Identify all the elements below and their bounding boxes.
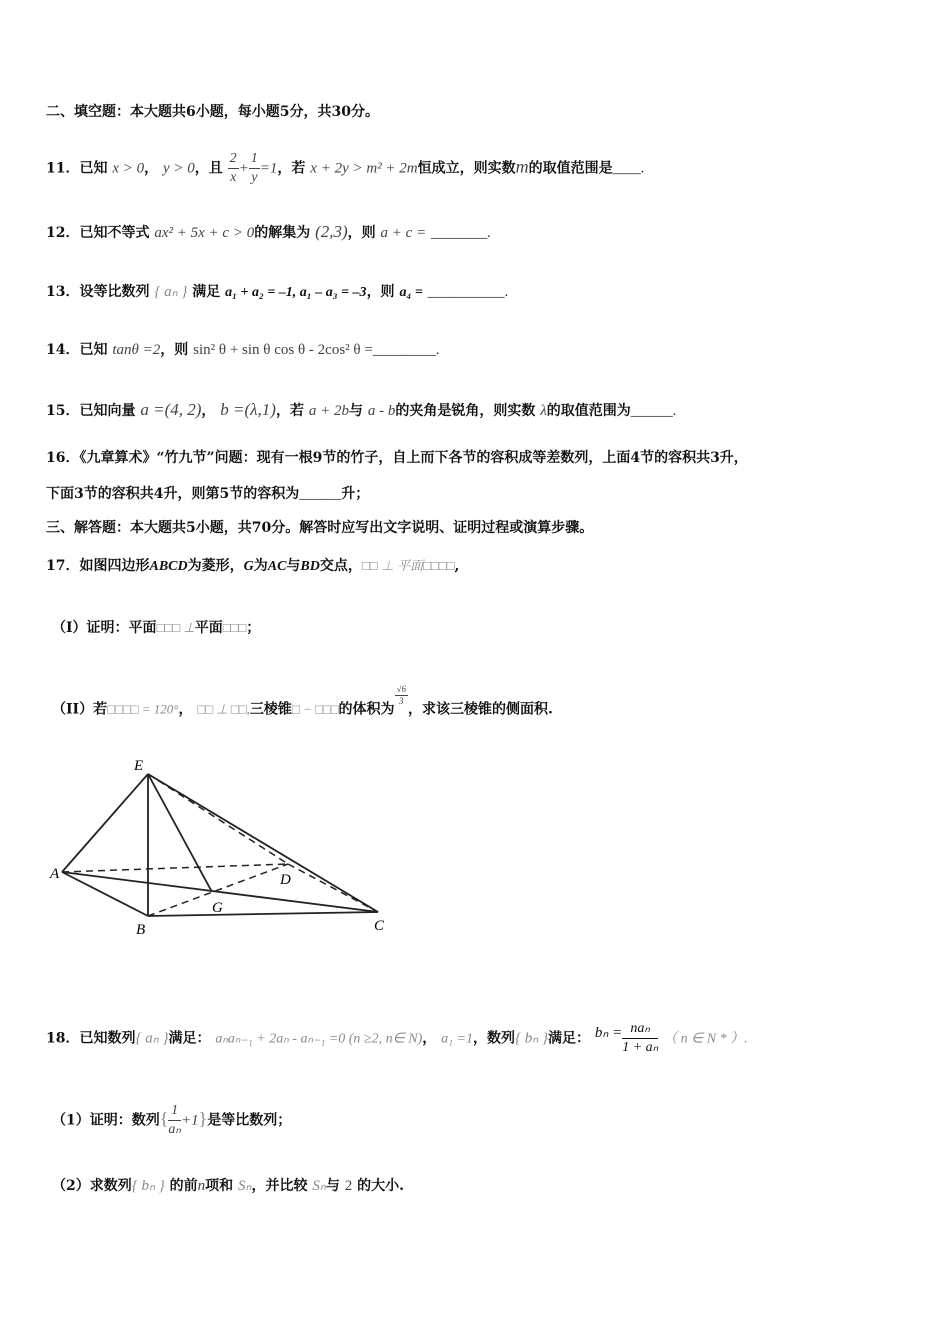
question-12 [46, 222, 491, 244]
q18-part-2-text-3: ，并比较 [251, 1178, 308, 1194]
q15-math-a-minus-b: a - b [367, 403, 396, 419]
q15-text-4: 的夹角是锐角，则实数 [395, 403, 536, 419]
q17-part-1-math-1: □□□ ⊥ [156, 620, 195, 635]
q17-text-3: 为 [253, 558, 268, 574]
q12-answer-blank: ________. [431, 226, 491, 241]
q18-text-2: 满足： [168, 1030, 211, 1047]
q17-part-2-math-perpendicular: □□ ⊥ □□, [197, 701, 250, 717]
q14-text-1: 已知 [79, 342, 108, 358]
q17-text-6: , [454, 558, 460, 574]
q14-math-expression: sin² θ + sin θ cos θ - 2cos² θ = [193, 342, 373, 358]
q11-math-m: m [515, 156, 529, 177]
q17-math-ac: AC [267, 559, 287, 574]
q13-answer-blank: ___________. [427, 285, 509, 300]
label-c: C [374, 918, 385, 934]
edge-ea [62, 774, 148, 872]
question-16-line-2 [46, 484, 369, 505]
right-brace-icon: } [198, 1108, 208, 1129]
q17-part-2-math-angle: □□□□ = 120° [107, 701, 179, 717]
q18-math-a1: a₁ =1 [441, 1031, 473, 1047]
q11-text-2: ，且 [194, 160, 223, 177]
q15-math-lambda: λ [540, 403, 547, 419]
q11-math-inequality: x + 2y > m² + 2m [310, 160, 418, 177]
question-17 [46, 556, 459, 577]
pyramid-figure [40, 752, 400, 942]
question-18 [46, 1020, 748, 1057]
edge-ec [148, 774, 378, 912]
q18-part-1-fraction: $\frac{1}{\text{aₙ}}$ [168, 1103, 181, 1137]
edge-bc [148, 912, 378, 916]
q11-text-3: ，若 [277, 160, 306, 177]
q18-text-3: ，数列 [472, 1030, 515, 1047]
q15-answer-blank: ______. [630, 404, 677, 419]
edge-eg [148, 774, 212, 892]
q12-number: 12． [46, 225, 80, 241]
q11-plus: + [238, 160, 249, 177]
q18-math-domain: （ n ∈ N * ）. [663, 1031, 748, 1047]
q17-part-1-math-2: □□□ [222, 620, 247, 635]
label-e: E [134, 758, 144, 774]
q18-part-2-text-2: 项和 [205, 1178, 234, 1194]
q11-text-5: 的取值范围是 [528, 160, 613, 177]
question-14 [46, 340, 439, 361]
q18-part-2-text-1: 的前 [169, 1178, 198, 1194]
edge-ad-dashed [62, 864, 288, 872]
q18-sep: ， [422, 1030, 437, 1047]
question-18-part-1 [52, 1102, 291, 1139]
section-2-heading: 二、填空题：本大题共6小题，每小题5分，共30分。 [46, 104, 379, 120]
q16-text-line-2b: 升； [341, 486, 370, 502]
q11-equals-one: =1 [259, 160, 278, 177]
q16-number: 16． [46, 450, 80, 466]
question-16-line-1 [46, 448, 748, 468]
q17-text-2: 为菱形， [187, 558, 244, 574]
q12-text-2: 的解集为 [254, 225, 311, 241]
q18-math-bn-lhs: bₙ = [594, 1024, 623, 1041]
q17-math-abcd: ABCD [149, 559, 188, 574]
q12-math-interval: (2,3) [315, 222, 348, 241]
q17-text-5: 交点， [319, 558, 362, 574]
q11-answer-blank: ____. [612, 161, 645, 177]
q18-part-2-math-n: n [197, 1178, 206, 1194]
q12-math-sum: a + c = [380, 225, 427, 241]
q16-answer-blank: ______ [299, 487, 342, 502]
q18-math-sequence-a: { aₙ } [135, 1030, 169, 1047]
label-b: B [136, 922, 146, 938]
q15-text-3: 与 [348, 403, 363, 419]
q16-text-line-1: 《九章算术》“竹九节”问题：现有一根9节的竹子，自上而下各节的容积成等差数列，上面4节的容积共3升， [79, 450, 748, 466]
q13-math-sequence: { aₙ } [154, 284, 188, 300]
q13-math-conditions: a₁ + a₂ = –1, a₁ – a₃ = –3 [225, 285, 367, 300]
section-3-heading: 三、解答题：本大题共5小题，共70分。解答时应写出文字说明、证明过程或演算步骤。 [46, 520, 594, 536]
q11-fraction-2-over-x: $\frac{2}{x}$ [229, 151, 237, 185]
q17-part-2-text-2: 的体积为 [338, 701, 395, 718]
q15-text-5: 的取值范围为 [546, 403, 631, 419]
label-a: A [50, 866, 60, 882]
q14-text-2: ，则 [160, 342, 189, 358]
q17-math-perpendicular-condition: □□ ⊥ 平面□□□□ [361, 558, 455, 573]
q15-number: 15． [46, 403, 80, 419]
q12-text-3: ，则 [347, 225, 376, 241]
q14-number: 14． [46, 342, 80, 358]
q15-math-vector-a: a =(4, 2) [140, 400, 202, 419]
q17-part-1-end: ； [246, 620, 261, 636]
edge-ed-dashed [148, 774, 288, 864]
q15-math-a-plus-2b: a + 2b [308, 403, 349, 419]
edge-dc-dashed [288, 864, 378, 912]
q12-math-inequality: ax² + 5x + c > 0 [154, 225, 255, 241]
q13-math-a4: a₄ = [399, 285, 423, 300]
q18-part-2-math-two: 2 [344, 1178, 353, 1194]
q13-text-1: 设等比数列 [79, 284, 150, 300]
q18-part-2-text-5: 的大小. [357, 1178, 404, 1194]
q18-math-sequence-b: { bₙ } [514, 1030, 548, 1047]
q18-part-1-label: （1）证明：数列 [52, 1112, 160, 1129]
q18-part-2-text-4: 与 [325, 1178, 340, 1194]
label-g: G [212, 900, 223, 916]
q11-math-x-positive: x > 0 [112, 160, 145, 177]
q18-text-4: 满足： [547, 1030, 590, 1047]
left-brace-icon: { [159, 1108, 169, 1129]
q13-text-3: ，则 [366, 284, 395, 300]
q11-math-y-positive: y > 0 [163, 160, 195, 177]
q11-text-4: 恒成立，则实数 [417, 160, 516, 177]
q18-part-2-math-sn-2: Sₙ [312, 1178, 326, 1194]
q13-text-2: 满足 [192, 284, 221, 300]
q18-math-bn-fraction: $\frac{\text{naₙ}}{\text{1 + aₙ}}$ [622, 1021, 659, 1055]
question-18-part-2 [52, 1176, 404, 1196]
label-d: D [280, 872, 291, 888]
q17-part-2-sep: ， [178, 701, 193, 718]
q18-part-2-math-sn: Sₙ [237, 1178, 252, 1194]
question-17-part-1 [52, 618, 260, 638]
q18-math-recurrence: aₙaₙ₋₁ + 2aₙ - aₙ₋₁ =0 (n ≥2, n∈ N) [215, 1031, 423, 1047]
q18-text-1: 已知数列 [79, 1030, 136, 1047]
q17-math-g: G [243, 559, 254, 574]
q15-sep: ， [201, 403, 216, 419]
q11-sep: ， [144, 160, 159, 177]
q17-text-1: 如图四边形 [79, 558, 150, 574]
q15-text-1: 已知向量 [79, 403, 136, 419]
q14-math-tan: tanθ =2 [112, 342, 161, 358]
question-13 [46, 282, 508, 303]
q17-part-2-label: （II）若 [52, 701, 108, 718]
q11-fraction-1-over-y: $\frac{1}{y}$ [250, 151, 258, 185]
q15-math-vector-b: b =(λ,1) [220, 400, 276, 419]
q16-text-line-2a: 下面3节的容积共4升，则第5节的容积为 [46, 486, 300, 502]
question-15 [46, 400, 676, 422]
q11-number: 11． [46, 160, 80, 177]
q12-text-1: 已知不等式 [79, 225, 150, 241]
q18-part-2-label: （2）求数列 [52, 1178, 132, 1194]
q17-part-1-label: （I）证明：平面 [52, 620, 157, 636]
q18-part-1-plus-one: +1 [180, 1112, 199, 1129]
q17-number: 17． [46, 558, 80, 574]
q18-number: 18． [46, 1030, 80, 1047]
q13-number: 13． [46, 284, 80, 300]
q14-answer-blank: _________. [372, 343, 440, 358]
q11-text-1: 已知 [79, 160, 108, 177]
q17-part-2-volume-fraction: $\frac{√6}{3}$ [396, 684, 406, 706]
q15-text-2: ，若 [275, 403, 304, 419]
q18-part-1-text: 是等比数列； [207, 1112, 292, 1129]
q17-part-2-math-pyramid: □ − □□□ [291, 701, 339, 717]
q17-part-2-text-1: 三棱锥 [249, 701, 292, 718]
question-17-part-2 [52, 684, 553, 721]
q17-text-4: 与 [286, 558, 301, 574]
question-11 [46, 150, 644, 187]
q17-part-1-text: 平面 [194, 620, 223, 636]
q17-part-2-text-3: ，求该三棱锥的侧面积. [408, 701, 553, 718]
edge-ab [62, 872, 148, 916]
q17-math-bd: BD [300, 559, 320, 574]
q18-part-2-math-sequence: { bₙ } [131, 1178, 165, 1194]
